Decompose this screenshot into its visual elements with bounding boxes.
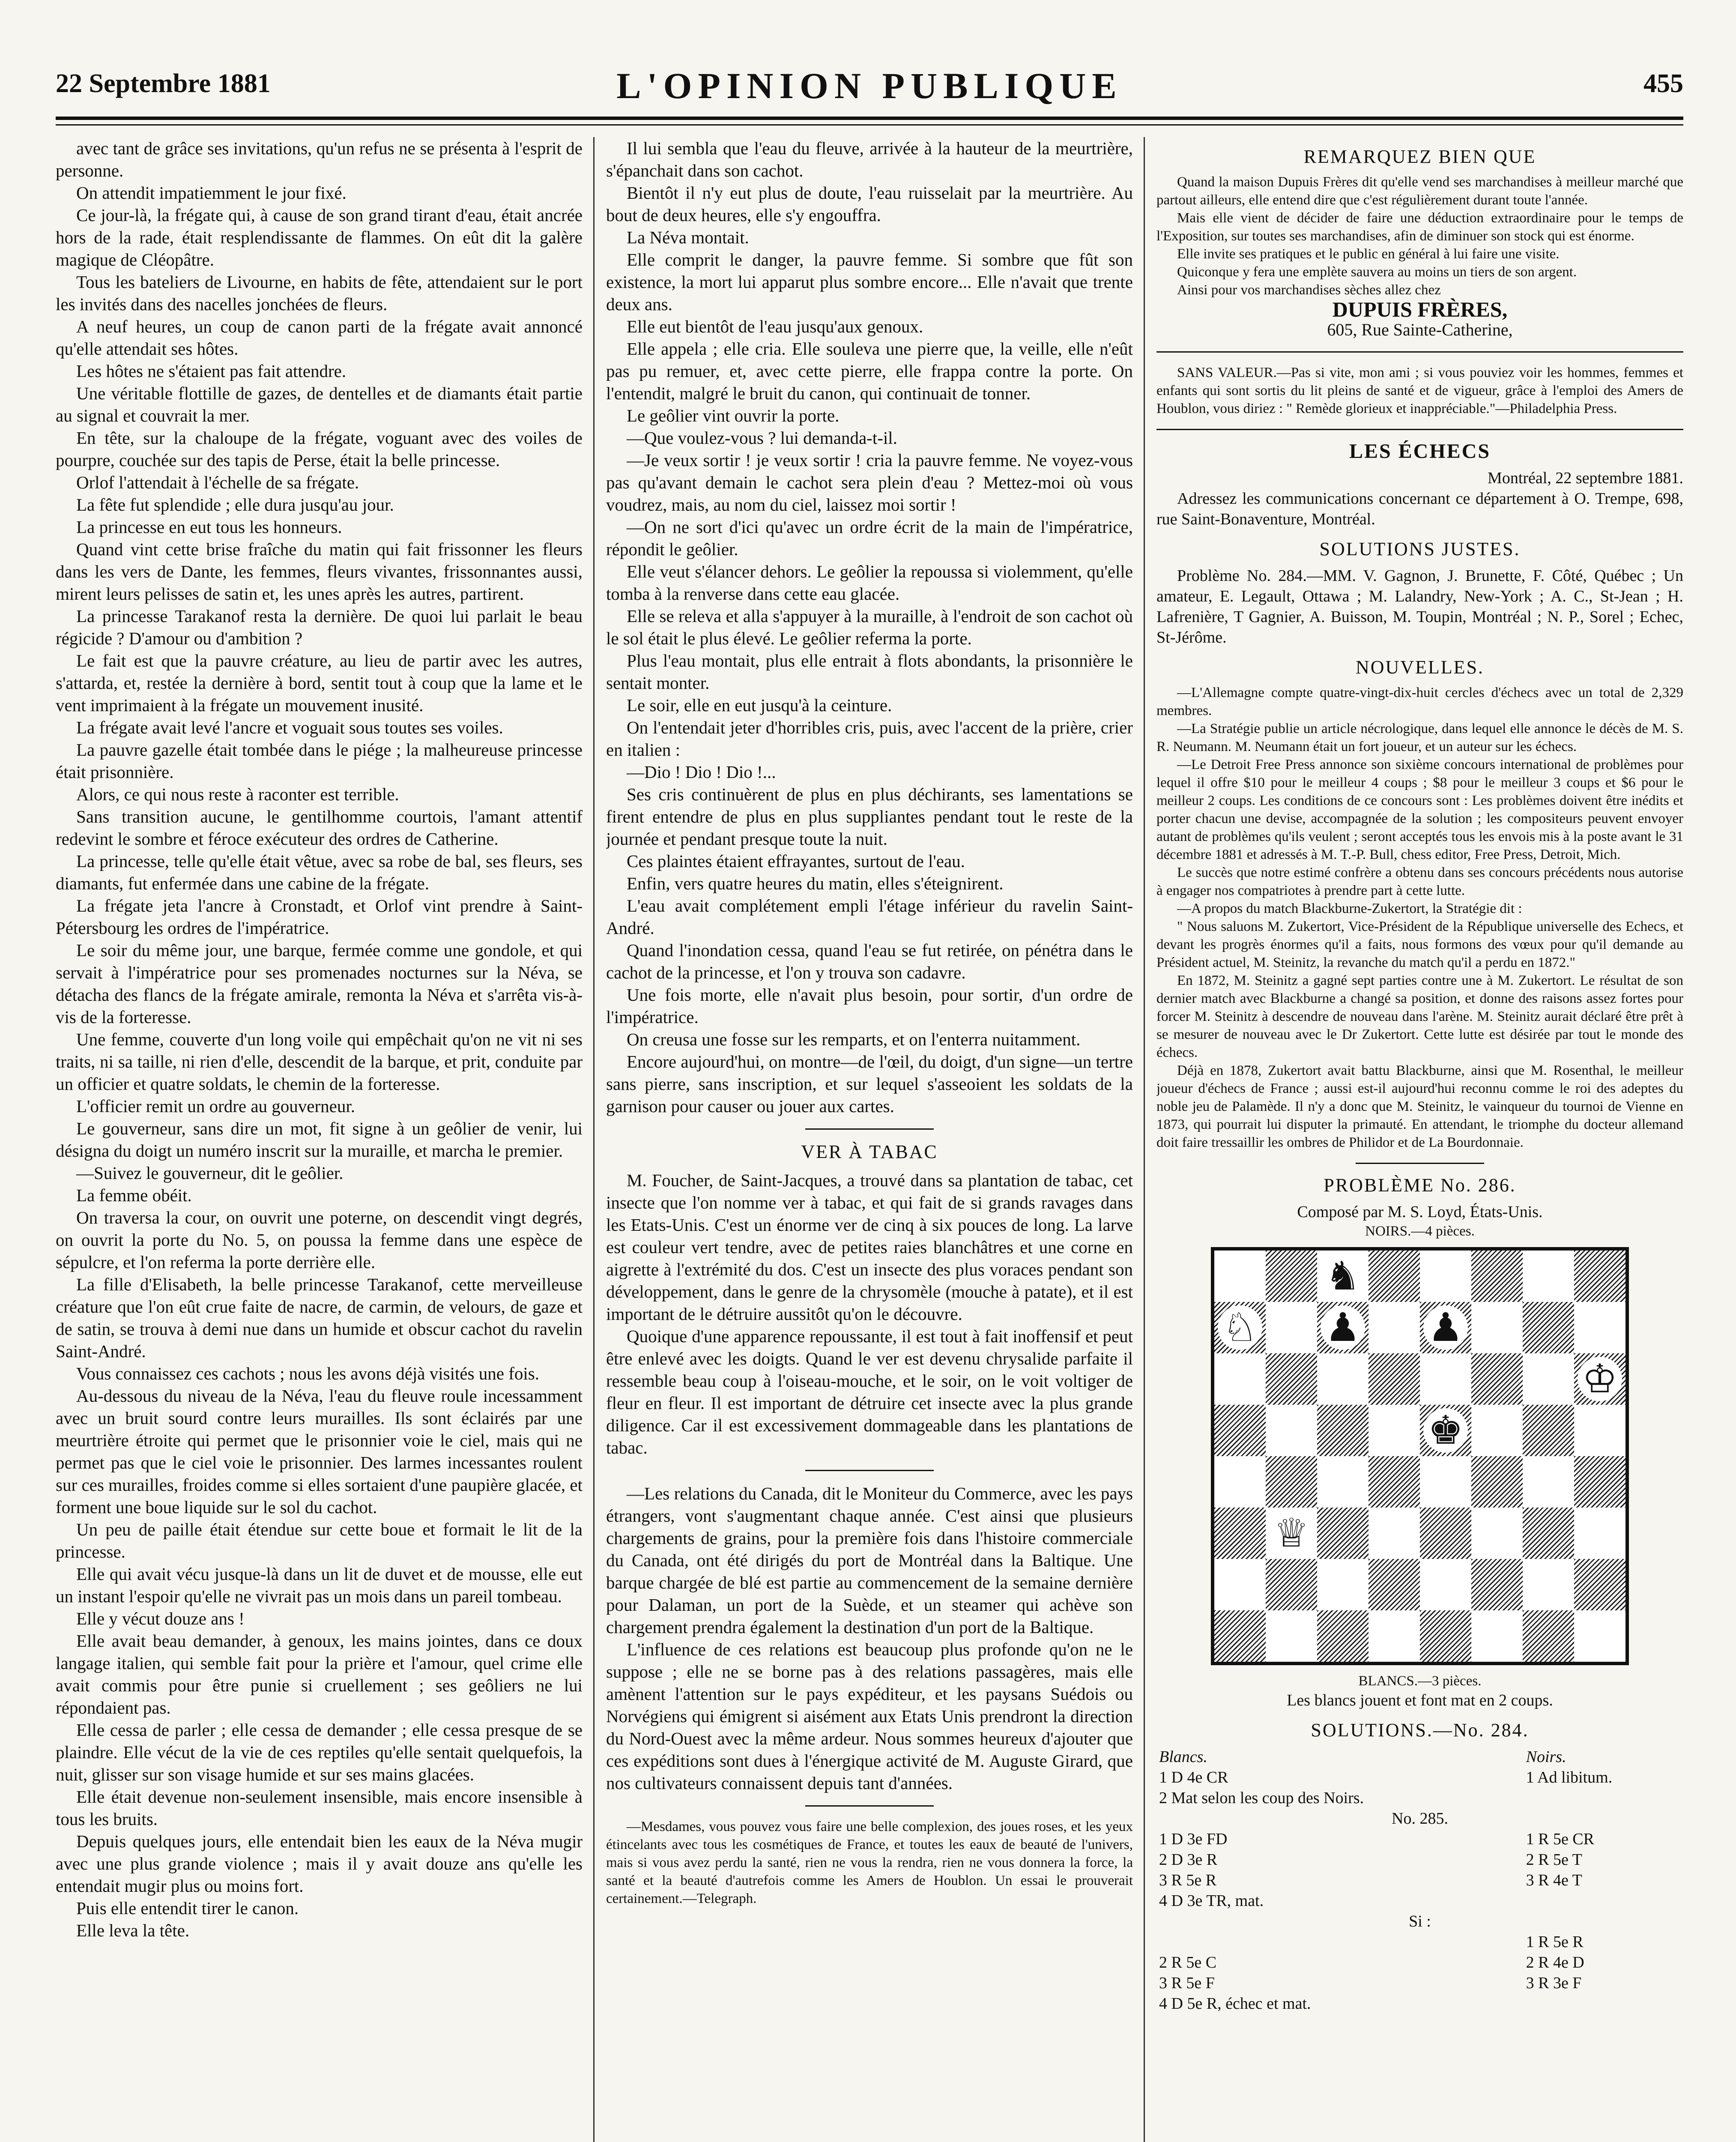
paragraph: Quand vint cette brise fraîche du matin qui fait frissonner les fleurs dans les vers de Dante, les femmes, fleurs vivantes, frissonnantes aussi, mirent leurs pelisses de satin et, les unes après les autres, partirent. (56, 539, 583, 604)
board-square (1471, 1250, 1523, 1302)
board-square (1574, 1302, 1625, 1353)
board-square (1317, 1559, 1368, 1610)
paragraph: On traversa la cour, on ouvrit une poterne, on descendit vingt degrés, on ouvrit la porte du No. 5, on poussa la femme dans une espèce de sépulcre, et l'on referma la porte derrière elle. (56, 1208, 583, 1272)
board-square (1317, 1353, 1368, 1405)
solution-move: 2 R 4e D (1526, 1954, 1584, 1971)
solution-move: 1 R 5e CR (1526, 1830, 1594, 1848)
board-square (1214, 1508, 1266, 1559)
board-square (1523, 1405, 1574, 1456)
paragraph: —Suivez le gouverneur, dit le geôlier. (76, 1163, 344, 1183)
solution-move: 4 D 5e R, échec et mat. (1159, 1995, 1311, 2013)
board-square (1266, 1456, 1317, 1508)
paragraph: Plus l'eau montait, plus elle entrait à flots abondants, la prisonnière le sentait monter. (606, 651, 1133, 693)
paragraph: Bientôt il n'y eut plus de doute, l'eau ruisselait par la meurtrière. Au bout de deux heures, elle s'y engouffra. (606, 183, 1133, 225)
solution-row (1156, 1932, 1683, 1952)
solution-move: 3 R 5e F (1159, 1974, 1215, 1992)
board-square (1420, 1405, 1471, 1456)
paragraph: Ces plaintes étaient effrayantes, surtout de l'eau. (627, 851, 965, 871)
chess-piece-icon: ♚ (1423, 1408, 1468, 1453)
paragraph: La fête fut splendide ; elle dura jusqu'au jour. (76, 495, 394, 515)
board-square (1471, 1559, 1523, 1610)
paragraph: Alors, ce qui nous reste à raconter est terrible. (76, 784, 399, 804)
chess-piece-icon: ♔ (1578, 1357, 1622, 1401)
paragraph: Encore aujourd'hui, on montre—de l'œil, du doigt, d'un signe—un tertre sans pierre, sans inscription, et sur lequel s'asseoient les soldats de la garnison pour causer ou jouer aux cartes. (606, 1052, 1133, 1116)
sans-valeur-note: SANS VALEUR.—Pas si vite, mon ami ; si vous pouviez voir les hommes, femmes et enfants qui sont sortis du lit pleins de santé et de vigueur, grâce à l'emploi des Amers de Houblon, vous diriez : " Remède glorieux et inappréciable."—Philadelphia Press. (1156, 365, 1683, 416)
paragraph: Une véritable flottille de gazes, de dentelles et de diamants était partie au signal et couvrait la mer. (56, 383, 583, 425)
ad-text (1156, 173, 1683, 299)
solution-row (1156, 1849, 1683, 1870)
ad-address: 605, Rue Sainte-Catherine, (1327, 320, 1513, 339)
paragraph: Elle eut bientôt de l'eau jusqu'aux genoux. (627, 317, 923, 336)
paragraph: A neuf heures, un coup de canon parti de la frégate avait annoncé qu'elle attendait ses hôtes. (56, 317, 583, 359)
column-3 (1156, 137, 1683, 2142)
board-square (1317, 1508, 1368, 1559)
board-square (1471, 1456, 1523, 1508)
solutions-heading: SOLUTIONS.—No. 284. (1311, 1720, 1529, 1741)
noirs-caption: NOIRS.—4 pièces. (1365, 1224, 1475, 1239)
paragraph: Elle était devenue non-seulement insensible, mais encore insensible à tous les bruits. (56, 1787, 583, 1829)
section-rule (805, 1805, 934, 1807)
probleme-heading: PROBLÈME No. 286. (1324, 1175, 1516, 1196)
paragraph: Ainsi pour vos marchandises sèches allez chez (1177, 282, 1441, 298)
paragraph: L'eau avait complétement empli l'étage inférieur du ravelin Saint-André. (606, 896, 1133, 938)
board-square (1471, 1508, 1523, 1559)
board-square (1420, 1353, 1471, 1405)
solution-move: 2 R 5e C (1159, 1954, 1217, 1971)
board-square (1523, 1353, 1574, 1405)
section-rule (805, 1470, 934, 1471)
chess-piece-icon: ♕ (1269, 1511, 1314, 1556)
board-square (1214, 1405, 1266, 1456)
solution-move: 4 D 3e TR, mat. (1159, 1892, 1264, 1910)
solution-row (1156, 1788, 1683, 1808)
solution-row (1156, 1952, 1683, 1973)
board-square (1574, 1250, 1625, 1302)
paragraph: —Les relations du Canada, dit le Moniteur du Commerce, avec les pays étrangers, vont s'augmentant chaque année. C'est ainsi que plusieurs chargements de grains, pour la première fois dans l'histoire commerciale du Canada, ont été dirigés du port de Montréal dans la Baltique. Une barque chargée de blé est partie au commencement de la semaine dernière pour Dalaman, un port de la Suède, et un steamer qui achève son chargement prendra également la destination d'un port de la Baltique. (606, 1484, 1133, 1637)
board-square (1214, 1559, 1266, 1610)
board-square (1266, 1508, 1317, 1559)
paragraph: Déjà en 1878, Zukertort avait battu Blackburne, ainsi que M. Rosenthal, le meilleur joueur d'échecs de France ; aussi est-il aujourd'hui reconnu comme le roi des adeptes du noble jeu de Palamède. Il n'y a donc que M. Steinitz, le vainqueur du tournoi de Vienne en 1873, qui pourrait lui disputer la primauté. En attendant, le triomphe du docteur allemand doit faire tressaillir les ombres de Philidor et de La Bourdonnaie. (1156, 1063, 1683, 1150)
board-square (1214, 1353, 1266, 1405)
board-square (1368, 1559, 1420, 1610)
solution-move (1524, 1891, 1683, 1911)
board-square (1420, 1456, 1471, 1508)
section-rule (1356, 1163, 1484, 1164)
section-rule (1156, 429, 1683, 430)
solution-move: 1 Ad libitum. (1526, 1768, 1613, 1786)
paragraph: Elle comprit le danger, la pauvre femme. Si sombre que fût son existence, la mort lui apparut plus sombre encore... Elle n'avait que trente deux ans. (606, 250, 1133, 314)
tabac-article (606, 1169, 1133, 1459)
paragraph: La pauvre gazelle était tombée dans le piége ; la malheureuse princesse était prisonnière. (56, 740, 583, 782)
board-square (1420, 1250, 1471, 1302)
paragraph: Quoique d'une apparence repoussante, il est tout à fait inoffensif et peut être enlevé avec les doigts. Quand le ver est devenu chrysalide parfaite il ressemble beau coup à l'oiseau-mouche, et le soir, on le voit voltiger de fleur en fleur. Il est important de détruire cet insecte avec la plus grande diligence. Car il est excessivement dommageable dans les plantations de tabac. (606, 1326, 1133, 1457)
paragraph: En 1872, M. Steinitz a gagné sept parties contre une à M. Zukertort. Le résultat de son dernier match avec Blackburne a changé sa position, et donne des raisons assez fortes pour forcer M. Steinitz à descendre de nouveau dans l'arène. M. Steinitz aurait déclaré être prêt à se mesurer de nouveau avec le Dr Zukertort. Cette lutte est désirée par tout le monde des échecs. (1156, 973, 1683, 1060)
paragraph: Elle se releva et alla s'appuyer à la muraille, à l'endroit de son cachot où le sol était le plus élevé. Le geôlier referma la porte. (606, 606, 1133, 648)
solution-move: 2 Mat selon les coup des Noirs. (1159, 1789, 1364, 1807)
nouvelles-text (1156, 684, 1683, 1152)
board-square (1574, 1508, 1625, 1559)
solutions-table (1156, 1747, 1683, 2014)
board-square (1368, 1302, 1420, 1353)
paragraph: —Le Detroit Free Press annonce son sixième concours international de problèmes pour lequel il offre $10 pour le meilleur 4 coups ; $8 pour le meilleur 3 coups et $6 pour le meilleur 2 coups. Les conditions de ce concours sont : Les problèmes doivent être inédits et porter chacun une devise, accompagnée de la solution ; les compositeurs peuvent envoyer autant de problèmes qu'ils veulent ; seront acceptés tous les envois mis à la poste avant le 31 décembre 1881 et adressés à M. T.-P. Bull, chess editor, Free Press, Detroit, Mich. (1156, 757, 1683, 862)
board-square (1214, 1610, 1266, 1662)
solution-move: 3 R 4e T (1526, 1871, 1582, 1889)
board-square (1368, 1508, 1420, 1559)
paragraph: La Néva montait. (627, 227, 749, 247)
paragraph: avec tant de grâce ses invitations, qu'un refus ne se présenta à l'esprit de personne. (56, 138, 583, 180)
paragraph: —La Stratégie publie un article nécrologique, dans lequel elle annonce le décès de M. S. R. Neumann. M. Neumann était un fort joueur, et un auteur sur les échecs. (1156, 721, 1683, 754)
paragraph: L'officier remit un ordre au gouverneur. (76, 1096, 355, 1116)
section-rule (1156, 351, 1683, 353)
board-square (1420, 1508, 1471, 1559)
paragraph: " Nous saluons M. Zukertort, Vice-Président de la République universelle des Echecs, et devant les progrès énormes qu'il a faits, nous formons des vœux pour qu'il demande au Président actuel, M. Steinitz, la revanche du match qu'il a perdu en 1872." (1156, 919, 1683, 970)
paragraph: —Dio ! Dio ! Dio !... (627, 762, 776, 782)
echecs-address: Adressez les communications concernant ce département à O. Trempe, 698, rue Saint-Bonaventure, Montréal. (1156, 490, 1683, 528)
paragraph: On attendit impatiemment le jour fixé. (76, 183, 347, 203)
solution-row (1156, 1973, 1683, 1993)
board-square (1574, 1610, 1625, 1662)
paragraph: Enfin, vers quatre heures du matin, elles s'éteignirent. (627, 874, 1004, 893)
paragraph: Vous connaissez ces cachots ; nous les avons déjà visités une fois. (76, 1364, 539, 1383)
paragraph: Quiconque y fera une emplète sauvera au moins un tiers de son argent. (1177, 264, 1577, 280)
paragraph: Une fois morte, elle n'avait plus besoin, pour sortir, d'un ordre de l'impératrice. (606, 985, 1133, 1027)
solution-row (1156, 1891, 1683, 1911)
column-divider (1144, 137, 1145, 2142)
ad-heading: REMARQUEZ BIEN QUE (1303, 146, 1536, 167)
issue-date: 22 Septembre 1881 (56, 69, 271, 98)
board-square (1266, 1302, 1317, 1353)
chess-board (1211, 1247, 1629, 1665)
paragraph: Il lui sembla que l'eau du fleuve, arrivée à la hauteur de la meurtrière, s'épanchait dans son cachot. (606, 138, 1133, 180)
paragraph: Quand la maison Dupuis Frères dit qu'elle vend ses marchandises à meilleur marché que partout ailleurs, elle entend dire que c'est régulièrement durant toute l'année. (1156, 174, 1683, 208)
paragraph: Les hôtes ne s'étaient pas fait attendre. (76, 361, 347, 381)
board-square (1214, 1250, 1266, 1302)
solution-move (1524, 1788, 1683, 1808)
solution-subheading: Si : (1409, 1912, 1431, 1930)
paragraph: Ses cris continuèrent de plus en plus déchirants, ses lamentations se firent entendre de plus en plus suppliantes pendant tout le reste de la journée et pendant presque toute la nuit. (606, 784, 1133, 849)
solution-move: 1 D 4e CR (1159, 1768, 1228, 1786)
paragraph: Le soir du même jour, une barque, fermée comme une gondole, et qui servait à l'impératrice pour ses promenades nocturnes sur la Néva, se détacha des flancs de la frégate amirale, remonta la Néva et s'arrêta vis-à-vis de la forteresse. (56, 940, 583, 1027)
paragraph: La princesse en eut tous les honneurs. (76, 517, 342, 537)
paragraph: La fille d'Elisabeth, la belle princesse Tarakanof, cette merveilleuse créature que l'on eût crue faite de nacre, de carmin, de velours, de gaze et de satin, se trouva à demi nue dans un humide et obscur cachot du ravelin Saint-André. (56, 1274, 583, 1361)
paragraph: Un peu de paille était étendue sur cette boue et formait le lit de la princesse. (56, 1520, 583, 1562)
paragraph: —L'Allemagne compte quatre-vingt-dix-huit cercles d'échecs avec un total de 2,329 membres. (1156, 685, 1683, 718)
board-square (1523, 1508, 1574, 1559)
board-square (1317, 1610, 1368, 1662)
board-square (1420, 1559, 1471, 1610)
board-square (1523, 1302, 1574, 1353)
nouvelles-heading: NOUVELLES. (1355, 657, 1485, 678)
section-rule (805, 1128, 934, 1130)
paragraph: M. Foucher, de Saint-Jacques, a trouvé dans sa plantation de tabac, cet insecte que l'on nomme ver à tabac, et qui fait de si grands ravages dans les Etats-Unis. C'est un énorme ver de cinq à six pouces de long. La larve est couleur vert tendre, avec de petites raies blanchâtres et une corne en aigrette à l'extrémité du dos. C'est un insecte des plus voraces pendant son développement, dans le genre de la chrysomèle (mouche à patate), et il est important de le détruire aussitôt qu'on le découvre. (606, 1170, 1133, 1324)
paragraph: Le succès que notre estimé confrère a obtenu dans ses concours précédents nous autorise à engager nos compatriotes à prendre part à cette lutte. (1156, 865, 1683, 898)
solution-subheading: No. 285. (1392, 1810, 1448, 1828)
board-square (1368, 1456, 1420, 1508)
paragraph: Elle invite ses pratiques et le public en général à lui faire une visite. (1177, 246, 1560, 262)
solution-move: 1 R 5e R (1526, 1933, 1584, 1951)
board-square (1523, 1456, 1574, 1508)
paragraph: —A propos du match Blackburne-Zukertort, la Stratégie dit : (1177, 901, 1522, 916)
paragraph: En tête, sur la chaloupe de la frégate, voguant avec des voiles de pourpre, couchée sur des tapis de Perse, était la belle princesse. (56, 428, 583, 470)
board-square (1368, 1610, 1420, 1662)
solution-row (1156, 1870, 1683, 1891)
page-number: 455 (1643, 69, 1683, 98)
paragraph: Elle y vécut douze ans ! (76, 1609, 245, 1628)
board-square (1317, 1456, 1368, 1508)
solution-move: 2 R 5e T (1526, 1851, 1582, 1869)
paragraph: Elle qui avait vécu jusque-là dans un lit de duvet et de mousse, elle eut un instant l'espoir qu'elle ne vivrait pas un mois dans un pareil tombeau. (56, 1564, 583, 1606)
paragraph: Le soir, elle en eut jusqu'à la ceinture. (627, 695, 892, 715)
board-square (1266, 1610, 1317, 1662)
paragraph: Elle avait beau demander, à genoux, les mains jointes, dans ce doux langage italien, qui semble fait pour la prière et l'amour, quel crime elle avait commis pour être punie si cruellement ; ses geôliers ne lui répondaient pas. (56, 1631, 583, 1717)
solution-move (1524, 1993, 1683, 2014)
board-square (1523, 1610, 1574, 1662)
board-square (1368, 1353, 1420, 1405)
probleme-instruction: Les blancs jouent et font mat en 2 coups. (1287, 1691, 1553, 1709)
board-square (1574, 1456, 1625, 1508)
paragraph: Le gouverneur, sans dire un mot, fit signe à un geôlier de venir, lui désigna du doigt un numéro inscrit sur la muraille, et marcha le premier. (56, 1119, 583, 1161)
paragraph: —Que voulez-vous ? lui demanda-t-il. (627, 428, 897, 448)
column-1 (56, 137, 583, 2142)
board-square (1523, 1559, 1574, 1610)
board-square (1471, 1302, 1523, 1353)
paragraph: Mais elle vient de décider de faire une déduction extraordinaire pour le temps de l'Exposition, sur toutes ses marchandises, afin de diminuer son stock qui est énorme. (1156, 210, 1683, 244)
paragraph: Puis elle entendit tirer le canon. (76, 1898, 299, 1918)
board-square (1317, 1250, 1368, 1302)
solution-move: Noirs. (1526, 1748, 1566, 1766)
board-square (1368, 1405, 1420, 1456)
paragraph: Elle cessa de parler ; elle cessa de demander ; elle cessa presque de se plaindre. Elle vécut de la vie de ces reptiles qu'elle sentait quelquefois, la nuit, glisser sur son visage humide et sur ses mains glacées. (56, 1720, 583, 1784)
echecs-dateline: Montréal, 22 septembre 1881. (1488, 469, 1683, 487)
solution-move (1156, 1932, 1524, 1952)
board-square (1574, 1353, 1625, 1405)
paragraph: Tous les bateliers de Livourne, en habits de fête, attendaient sur le port les invités dans des nacelles jonchées de fleurs. (56, 272, 583, 314)
probleme-author: Composé par M. S. Loyd, États-Unis. (1297, 1203, 1543, 1221)
board-square (1420, 1302, 1471, 1353)
paragraph: Sans transition aucune, le gentilhomme courtois, l'amant attentif redevint le sombre et féroce exécuteur des ordres de Catherine. (56, 807, 583, 849)
board-square (1214, 1302, 1266, 1353)
echecs-heading: LES ÉCHECS (1349, 440, 1491, 463)
board-square (1471, 1405, 1523, 1456)
tabac-heading: VER À TABAC (801, 1141, 938, 1162)
header-rule (56, 117, 1683, 120)
paragraph: La princesse Tarakanof resta la dernière. De quoi lui parlait le beau régicide ? D'amour ou d'ambition ? (56, 606, 583, 648)
solution-row (1156, 1993, 1683, 2014)
paragraph: —On ne sort d'ici qu'avec un ordre écrit de la main de l'impératrice, répondit le geôlier. (606, 517, 1133, 559)
paragraph: Quand l'inondation cessa, quand l'eau se fut retirée, on pénétra dans le cachot de la princesse, et l'on y trouva son cadavre. (606, 940, 1133, 982)
paragraph: La frégate avait levé l'ancre et voguait sous toutes ses voiles. (76, 718, 503, 737)
column-divider (593, 137, 595, 2142)
paragraph: Ce jour-là, la frégate qui, à cause de son grand tirant d'eau, était ancrée hors de la rade, était resplendissante de flammes. On eût dit la galère magique de Cléopâtre. (56, 205, 583, 269)
chess-piece-icon: ♟ (1423, 1305, 1468, 1350)
story-continuation (606, 137, 1133, 1117)
paragraph: Le geôlier vint ouvrir la porte. (627, 406, 840, 425)
ad-company: DUPUIS FRÈRES, (1332, 297, 1508, 321)
paragraph: Elle leva la tête. (76, 1921, 190, 1940)
paragraph: L'influence de ces relations est beaucoup plus profonde qu'on ne le suppose ; elle ne se borne pas à des relations passagères, mais elle amènent l'attention sur le pays expéditeur, et les paysans Suédois ou Norvégiens qui émigrent si aisément aux Etats Unis prendront la direction du Nord-Ouest avec la même ardeur. Nous sommes heureux d'ajouter que ces expéditions sont dues à l'énergique activité de M. Auguste Girard, que nos cultivateurs connaissent depuis tant d'années. (606, 1639, 1133, 1793)
houblon-note: —Mesdames, vous pouvez vous faire une belle complexion, des joues roses, et les yeux étincelants avec tous les cosmétiques de France, et toutes les eaux de beauté de l'univers, mais si vous avez perdu la santé, rien ne vous la rendra, rien ne vous donnera la force, la santé et la beauté d'autrefois comme les Amers de Houblon. Un essai le prouverait certainement.—Telegraph. (606, 1819, 1133, 1906)
solution-move: 3 R 3e F (1526, 1974, 1582, 1992)
header-rule-thin (56, 124, 1683, 126)
board-square (1523, 1250, 1574, 1302)
solution-move: 2 D 3e R (1159, 1851, 1218, 1869)
paragraph: Depuis quelques jours, elle entendait bien les eaux de la Néva mugir avec une plus grande violence ; mais il y avait douze ans qu'elle les entendait mugir plus ou moins fort. (56, 1831, 583, 1896)
paragraph: —Je veux sortir ! je veux sortir ! cria la pauvre femme. Ne voyez-vous pas qu'avant demain le cachot sera plein d'eau ? Mettez-moi où vous voudrez, mais, au nom du ciel, laissez moi sortir ! (606, 450, 1133, 515)
solution-row (1156, 1747, 1683, 1767)
board-square (1574, 1559, 1625, 1610)
board-square (1266, 1353, 1317, 1405)
board-square (1266, 1250, 1317, 1302)
board-square (1420, 1610, 1471, 1662)
paragraph: Une femme, couverte d'un long voile qui empêchait qu'on ne vit ni ses traits, ni sa taille, ni rien d'elle, descendit de la barque, et prit, conduite par un officier et quatre soldats, le chemin de la forteresse. (56, 1029, 583, 1094)
solutions-justes-text: Problème No. 284.—MM. V. Gagnon, J. Brunette, F. Côté, Québec ; Un amateur, E. Legault, Ottawa ; M. Lalandry, New-York ; A. C., St-Jean ; H. Lafrenière, T Gagnier, A. Buisson, M. Toupin, Montréal ; N. P., Sorel ; Echec, St-Jérôme. (1156, 567, 1683, 646)
masthead (56, 64, 1683, 111)
paragraph: La princesse, telle qu'elle était vêtue, avec sa robe de bal, ses fleurs, ses diamants, fut enfermée dans une cabine de la frégate. (56, 851, 583, 893)
board-square (1471, 1610, 1523, 1662)
board-square (1471, 1353, 1523, 1405)
paragraph: La frégate jeta l'ancre à Cronstadt, et Orlof vint prendre à Saint-Pétersbourg les ordres de l'impératrice. (56, 896, 583, 938)
board-square (1266, 1559, 1317, 1610)
solution-move: Blancs. (1159, 1748, 1207, 1766)
board-square (1574, 1405, 1625, 1456)
board-square (1214, 1456, 1266, 1508)
paragraph: On creusa une fosse sur les remparts, et on l'enterra nuitamment. (627, 1029, 1081, 1049)
paragraph: Au-dessous du niveau de la Néva, l'eau du fleuve roule incessamment avec un bruit sourd contre leurs murailles. Ils sont éclairés par une meurtrière étroite qui permet que le prisonnier voie le ciel, mais qui ne permet pas que le ciel voie le prisonnier. Des larmes incessantes roulent sur ces murailles, froides comme si elles sortaient d'une paupière glacée, et forment une boue liquide sur le sol du cachot. (56, 1386, 583, 1517)
solution-move: 3 R 5e R (1159, 1871, 1217, 1889)
chess-piece-icon: ♘ (1218, 1305, 1262, 1350)
blancs-caption: BLANCS.—3 pièces. (1358, 1673, 1482, 1689)
newspaper-title: L'OPINION PUBLIQUE (616, 65, 1123, 106)
paragraph: Le fait est que la pauvre créature, au lieu de partir avec les autres, s'attarda, et, restée la dernière à bord, sentit tout à coup que la lame et le vent imprimaient à la frégate un mouvement inusité. (56, 651, 583, 715)
chess-piece-icon: ♟ (1321, 1305, 1365, 1350)
canada-article (606, 1482, 1133, 1794)
paragraph: On l'entendait jeter d'horribles cris, puis, avec l'accent de la prière, crier en italien : (606, 718, 1133, 760)
board-square (1368, 1250, 1420, 1302)
chess-piece-icon: ♞ (1321, 1254, 1365, 1298)
solution-move: 1 D 3e FD (1159, 1830, 1228, 1848)
paragraph: Orlof l'attendait à l'échelle de sa frégate. (76, 473, 359, 492)
solution-row (1156, 1767, 1683, 1788)
solutions-justes-heading: SOLUTIONS JUSTES. (1319, 538, 1521, 559)
paragraph: Elle veut s'élancer dehors. Le geôlier la repoussa si violemment, qu'elle tomba à la renverse dans cette eau glacée. (606, 562, 1133, 604)
board-square (1317, 1405, 1368, 1456)
solution-row (1156, 1829, 1683, 1849)
board-square (1266, 1405, 1317, 1456)
paragraph: La femme obéit. (76, 1185, 192, 1205)
column-2 (606, 137, 1133, 2142)
paragraph: Elle appela ; elle cria. Elle souleva une pierre que, la veille, elle n'eût pas pu remuer, et, avec cette pierre, elle frappa contre la porte. On l'entendit, malgré le bruit du canon, qui continuait de tonner. (606, 339, 1133, 403)
board-square (1317, 1302, 1368, 1353)
